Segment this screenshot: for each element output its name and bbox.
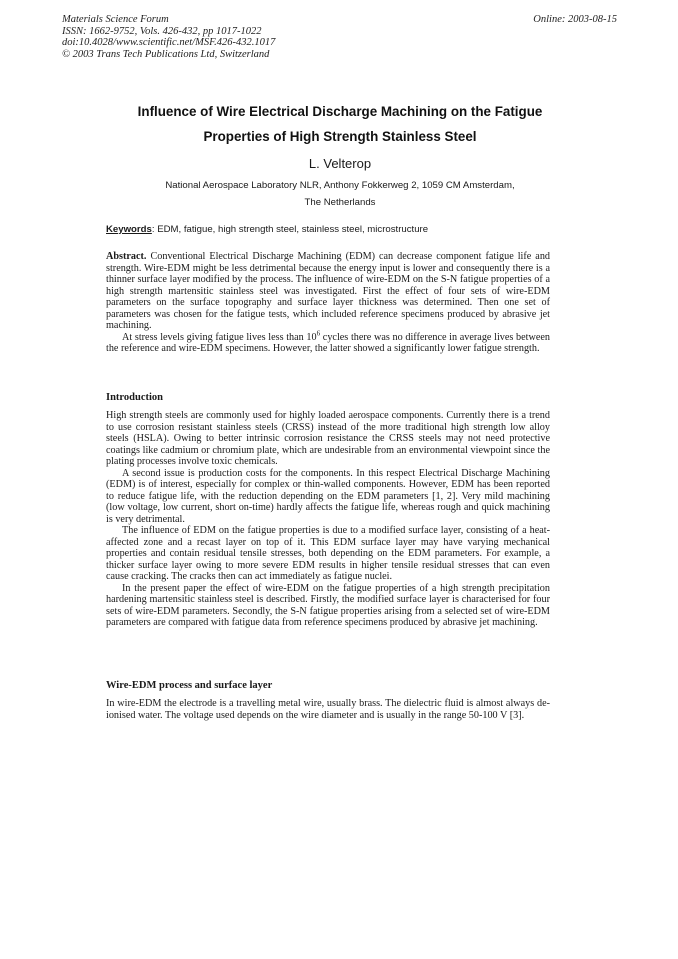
keywords-text: EDM, fatigue, high strength steel, stainless steel, microstructure <box>157 224 429 235</box>
abstract-text-1: Conventional Electrical Discharge Machining (EDM) can decrease component fatigue life and strength. Wire-EDM might be less detrimental because the energy input is lower and consequently there is a thinner surface layer modified by the process. The influence of wire-EDM on the S-N fatigue properties of a high strength martensitic stainless steel was investigated. First the effect of four sets of wire-EDM parameters on the surface topography and surface layer thickness was determined. Then one set of parameters was chosen for the fatigue tests, which included reference specimens produced by abrasive jet machining. <box>106 251 551 331</box>
wire-edm-body <box>106 698 550 721</box>
journal-name: Materials Science Forum <box>62 14 169 25</box>
wire-edm-paragraph-1: In wire-EDM the electrode is a travelling metal wire, usually brass. The dielectric fluid is almost always de-ionised water. The voltage used depends on the wire diameter and is usually in the range 50-100 V [3]. <box>106 698 550 721</box>
abstract <box>106 251 550 355</box>
copyright-line: © 2003 Trans Tech Publications Ltd, Switzerland <box>62 48 270 60</box>
introduction-paragraph-3: The influence of EDM on the fatigue properties is due to a modified surface layer, consisting of a heat-affected zone and a recast layer on top of it. This EDM surface layer may have varying mechanical properties and contain residual tensile stresses, both depending on the EDM parameters. For example, a thicker surface layer owing to more severe EDM results in higher tensile residual stresses that can even cause cracking. The cracks then can act immediately as fatigue nuclei. <box>106 525 550 582</box>
keywords <box>106 224 586 235</box>
affiliation <box>90 177 590 211</box>
introduction-body <box>106 410 550 629</box>
introduction-paragraph-2: A second issue is production costs for the components. In this respect Electrical Discharge Machining (EDM) is of interest, especially for complex or thin-walled components. However, EDM has been reported to reduce fatigue life, with the reduction depending on the EDM parameters [1, 2]. Very mild machining (low voltage, low current, short on-time) hardly affects the fatigue life, whereas rough and quick machining is very detrimental. <box>106 467 550 525</box>
title-line-1: Influence of Wire Electrical Discharge Machining on the Fatigue <box>137 104 543 119</box>
abstract-label: Abstract. <box>106 251 147 262</box>
introduction-heading: Introduction <box>106 392 163 403</box>
abstract-exponent: 6 <box>316 329 321 338</box>
author-name: L. Velterop <box>308 156 372 171</box>
introduction-paragraph-1: High strength steels are commonly used for highly loaded aerospace components. Currently there is a trend to use corrosion resistant stainless steels (CRSS) instead of the more traditional high strength low alloy steels (HSLA). Owing to better intrinsic corrosion resistance the CRSS steels may not need protective coatings like cadmium or chromium plate, which are undesirable from an environmental viewpoint since the plating processes involve toxic chemicals. <box>106 410 550 467</box>
affiliation-line-1: National Aerospace Laboratory NLR, Anthony Fokkerweg 2, 1059 CM Amsterdam, <box>165 180 515 191</box>
keywords-colon: : <box>151 224 158 235</box>
keywords-label: Keywords <box>106 224 152 235</box>
introduction-paragraph-4: In the present paper the effect of wire-EDM on the fatigue properties of a high strength precipitation hardening martensitic stainless steel is described. Firstly, the modified surface layer is characterised for four sets of wire-EDM parameters. Secondly, the S-N fatigue properties arising from a selected set of wire-EDM parameters are compared with fatigue data from reference specimens produced by abrasive jet machining. <box>106 582 550 628</box>
wire-edm-heading: Wire-EDM process and surface layer <box>106 680 273 691</box>
abstract-paragraph-2 <box>106 329 550 355</box>
abstract-text-2b: cycles there was no difference in average lives between the reference and wire-EDM specimens. However, the latter showed a significantly lower fatigue strength. <box>106 331 550 354</box>
abstract-paragraph-1 <box>106 251 550 332</box>
abstract-text-2a: At stress levels giving fatigue lives less than 10 <box>122 331 317 343</box>
doi-link[interactable]: doi:10.4028/www.scientific.net/MSF.426-432.1017 <box>62 37 276 48</box>
issn-line: ISSN: 1662-9752, Vols. 426-432, pp 1017-1022 <box>62 25 262 37</box>
journal-header <box>62 14 275 60</box>
title-line-2: Properties of High Strength Stainless Steel <box>203 129 477 144</box>
affiliation-line-2: The Netherlands <box>304 197 376 208</box>
paper-title <box>90 99 590 149</box>
online-date: Online: 2003-08-15 <box>533 14 617 25</box>
